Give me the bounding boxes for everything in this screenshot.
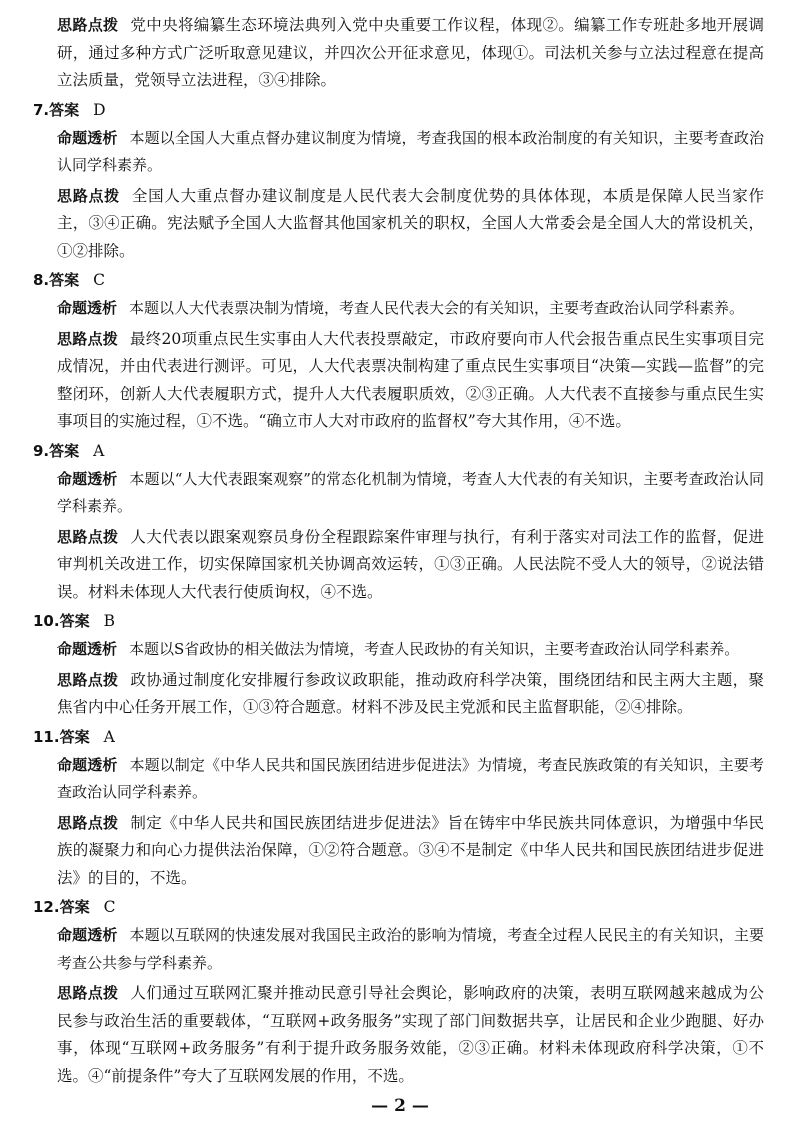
question-number: 8.: [33, 271, 50, 289]
analysis-text: 本题以全国人大重点督办建议制度为情境，考查我国的根本政治制度的有关知识，主要考查政治认同学科素养。: [57, 128, 764, 174]
hint-text: 制定《中华人民共和国民族团结进步促进法》旨在铸牢中华民族共同体意识，为增强中华民族的凝聚力和向心力提供法治保障，①②符合题意。③④不是制定《中华人民共和国民族团结进步促进法》的目的，不选。: [57, 813, 764, 887]
answer-label: 答案: [49, 100, 80, 119]
hint-label: 思路点拨: [57, 984, 119, 1002]
answer-label: 答案: [49, 271, 80, 289]
answer-label: 答案: [59, 612, 90, 630]
hint-label: 思路点拨: [57, 527, 119, 546]
question-11-hint: [57, 810, 764, 893]
question-number: 11.: [33, 727, 60, 746]
answer-letter: C: [103, 898, 116, 916]
analysis-label: 命题透析: [57, 128, 118, 147]
question-number: 10.: [33, 612, 60, 630]
question-10-answer: [33, 606, 800, 636]
question-12-hint: [57, 980, 764, 1090]
hint-text: 人大代表以跟案观察员身份全程跟踪案件审理与执行，有利于落实对司法工作的监督，促进审判机关改进工作，切实保障国家机关协调高效运转，①③正确。人民法院不受人大的领导，②说法错误。材料未体现人大代表行使质询权，④不选。: [57, 527, 764, 601]
analysis-text: 本题以S省政协的相关做法为情境，考查人民政协的有关知识，主要考查政治认同学科素养。: [129, 640, 740, 658]
question-9-hint: [57, 524, 764, 607]
question-12-answer: [33, 892, 800, 922]
analysis-text: 本题以“人大代表跟案观察”的常态化机制为情境，考查人大代表的有关知识，主要考查政治认同学科素养。: [57, 469, 764, 515]
question-7-analysis: [57, 125, 764, 180]
hint-label: 思路点拨: [57, 16, 119, 34]
analysis-label: 命题透析: [57, 469, 118, 488]
hint-label: 思路点拨: [57, 329, 119, 348]
question-12-analysis: [57, 922, 764, 977]
question-10-hint: [57, 667, 764, 722]
hint-text: 全国人大重点督办建议制度是人民代表大会制度优势的具体体现，本质是保障人民当家作主，③④正确。宪法赋予全国人大监督其他国家机关的职权，全国人大常委会是全国人大的常设机关，①②排除。: [57, 186, 764, 260]
question-7-answer: [33, 95, 800, 125]
hint-text: 党中央将编纂生态环境法典列入党中央重要工作议程，体现②。编纂工作专班赴多地开展调研，通过多种方式广泛听取意见建议，并四次公开征求意见，体现①。司法机关参与立法过程意在提高立法质量，党领导立法进程，③④排除。: [57, 16, 764, 89]
answer-letter: B: [103, 612, 115, 630]
answer-label: 答案: [59, 898, 90, 916]
hint-text: 政协通过制度化安排履行参政议政职能，推动政府科学决策，围绕团结和民主两大主题，聚焦省内中心任务开展工作，①③符合题意。材料不涉及民主党派和民主监督职能，②④排除。: [57, 670, 764, 716]
answer-letter: A: [103, 727, 115, 746]
hint-text: 人们通过互联网汇聚并推动民意引导社会舆论，影响政府的决策，表明互联网越来越成为公民参与政治生活的重要载体，“互联网+政务服务”实现了部门间数据共享，让居民和企业少跑腿、好办事，体现“互联网+政务服务”有利于提升政务服务效能，②③正确。材料未体现政府科学决策，①不选。④“前提条件”夸大了互联网发展的作用，不选。: [57, 984, 764, 1085]
analysis-text: 本题以制定《中华人民共和国民族团结进步促进法》为情境，考查民族政策的有关知识，主要考查政治认同学科素养。: [57, 755, 764, 801]
answer-page: [0, 12, 800, 1090]
question-number: 7.: [33, 100, 50, 119]
analysis-label: 命题透析: [57, 640, 118, 658]
hint-text: 最终20项重点民生实事由人大代表投票敲定，市政府要向市人代会报告重点民生实事项目完成情况，并由代表进行测评。可见，人大代表票决制构建了重点民生实事项目“决策—实践—监督”的完整闭环，创新人大代表履职方式，提升人大代表履职质效，②③正确。人大代表不直接参与重点民生实事项目的实施过程，①不选。“确立市人大对市政府的监督权”夸大其作用，④不选。: [57, 329, 764, 430]
question-9-answer: [33, 436, 800, 466]
question-10-analysis: [57, 636, 764, 664]
analysis-text: 本题以互联网的快速发展对我国民主政治的影响为情境，考查全过程人民民主的有关知识，主要考查公共参与学科素养。: [57, 926, 764, 972]
answer-letter: A: [93, 441, 105, 460]
analysis-label: 命题透析: [57, 755, 118, 774]
question-8-answer: [33, 265, 800, 295]
page-number: — 2 —: [371, 1096, 429, 1116]
intro-hint: [57, 12, 764, 95]
answer-label: 答案: [59, 727, 90, 746]
question-8-analysis: [57, 295, 764, 323]
analysis-label: 命题透析: [57, 926, 118, 944]
question-11-analysis: [57, 752, 764, 807]
question-9-analysis: [57, 466, 764, 521]
answer-letter: C: [93, 271, 106, 289]
analysis-text: 本题以人大代表票决制为情境，考查人民代表大会的有关知识，主要考查政治认同学科素养。: [129, 299, 745, 317]
hint-label: 思路点拨: [57, 186, 120, 205]
hint-label: 思路点拨: [57, 670, 119, 689]
question-7-hint: [57, 183, 764, 266]
question-8-hint: [57, 326, 764, 436]
analysis-label: 命题透析: [57, 299, 118, 317]
question-number: 9.: [33, 441, 50, 460]
question-number: 12.: [33, 898, 60, 916]
answer-label: 答案: [49, 441, 80, 460]
question-11-answer: [33, 722, 800, 752]
answer-letter: D: [93, 100, 106, 119]
hint-label: 思路点拨: [57, 813, 119, 832]
